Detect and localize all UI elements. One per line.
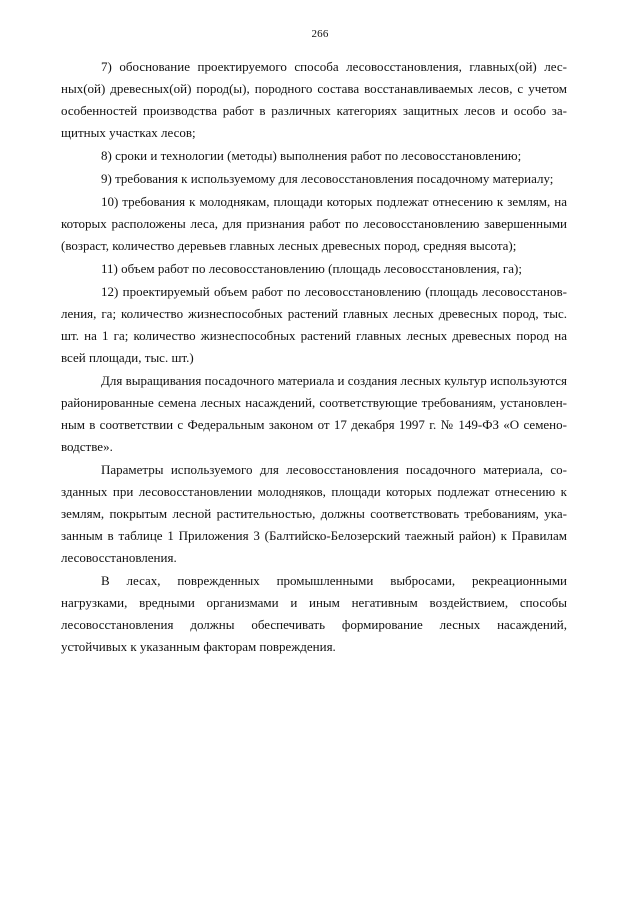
page-number: 266: [311, 28, 329, 40]
paragraph-item-8: 8) сроки и технологии (методы) выполнения работ по лесовосстановлению;: [101, 148, 522, 163]
paragraph-seeds: Для выращивания посадочного материала и создания лесных культур используются районированные семена лесных насаждений, соответствующие требованиям, установленным в соответствии с Федеральным законом от 17 декабря 1997 г. № 149-ФЗ «О семеноводстве».: [61, 373, 567, 454]
paragraph-item-12: 12) проектируемый объем работ по лесовосстановлению (площадь лесовосстановления, га; количество жизнеспособных растений главных лесных древесных пород, тыс. шт. на 1 га; количество жизнеспособных растений главных лесных древесных пород на всей площади, тыс. шт.): [61, 284, 567, 365]
paragraph-planting-material: Параметры используемого для лесовосстановления посадочного материала, созданных при лесовосстановлении молодняков, площади которых подлежат отнесению к землям, покрытым лесной растительностью, должны соответствовать требованиям, указанным в таблице 1 Приложения 3 (Балтийско-Белозерский таежный район) к Правилам лесовосстановления.: [61, 462, 567, 565]
paragraph-damaged-forests: В лесах, поврежденных промышленными выбросами, рекреационными нагрузками, вредными организмами и иным негативным воздействием, способы лесовосстановления должны обеспечивать формирование лесных насаждений, устойчивых к указанным факторам повреждения.: [61, 573, 567, 654]
paragraph-item-11: 11) объем работ по лесовосстановлению (площадь лесовосстановления, га);: [101, 261, 522, 276]
paragraph-item-9: 9) требования к используемому для лесовосстановления посадочному материалу;: [101, 171, 554, 186]
paragraph-item-7: 7) обоснование проектируемого способа лесовосстановления, главных(ой) лесных(ой) древесных(ой) пород(ы), породного состава восстанавливаемых лесов, с учетом особенностей производства работ в различных категориях защитных лесов и особо защитных участках лесов;: [61, 59, 567, 140]
paragraph-item-10: 10) требования к молоднякам, площади которых подлежат отнесению к землям, на которых расположены леса, для признания работ по лесовосстановлению завершенными (возраст, количество деревьев главных лесных древесных пород, средняя высота);: [61, 194, 567, 253]
document-body: [61, 56, 567, 658]
